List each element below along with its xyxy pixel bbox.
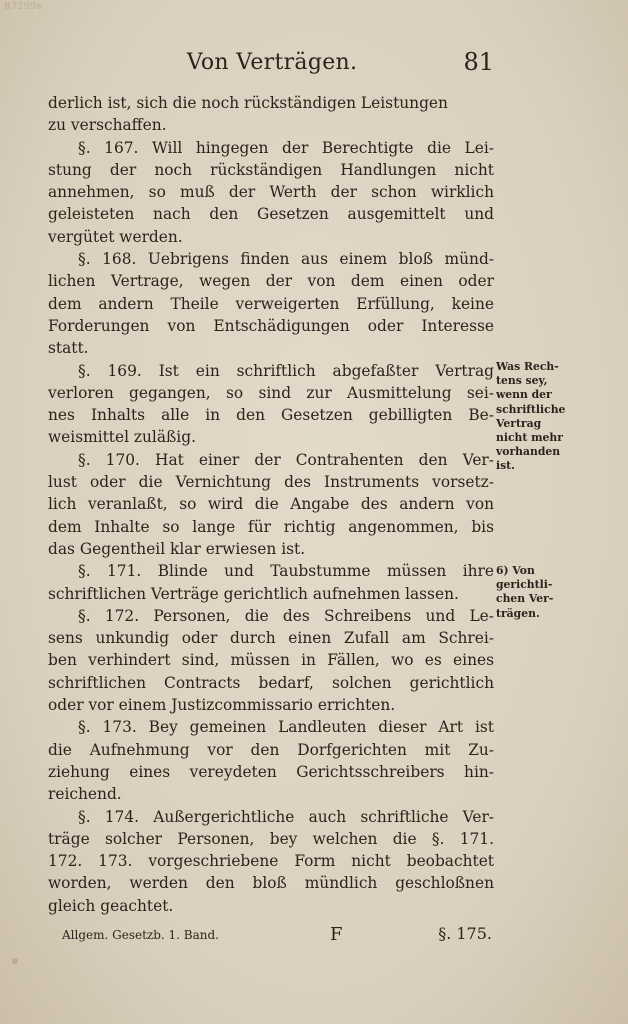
page-footer xyxy=(62,924,492,948)
text-line: worden, werden den bloß mündlich geschloßnen xyxy=(48,874,494,893)
margin-note-line: Was Rech- xyxy=(496,360,559,373)
text-line: dem andern Theile verweigerten Erfüllung, keine xyxy=(48,294,494,313)
text-line: statt. xyxy=(48,339,89,358)
text-line: oder vor einem Justizcommissario errichten. xyxy=(48,696,396,715)
paragraph-start-173: §. 173. Bey gemeinen Landleuten dieser Art ist xyxy=(78,718,494,737)
text-line: schriftlichen Contracts bedarf, solchen gerichtlich xyxy=(48,673,494,692)
margin-note-line: Vertrag xyxy=(496,416,542,430)
text-line: zu verschaffen. xyxy=(48,116,167,135)
margin-note-line: schriftliche xyxy=(496,402,566,416)
text-line: ben verhindert sind, müssen in Fällen, wo es eines xyxy=(48,651,494,670)
paragraph-start-169: §. 169. Ist ein schriftlich abgefaßter Vertrag xyxy=(78,361,494,380)
signature-letter: F xyxy=(330,924,343,945)
text-line: weismittel zuläßig. xyxy=(48,428,196,447)
margin-note-line: nicht mehr xyxy=(496,431,563,445)
margin-note-line: vorhanden xyxy=(496,445,561,459)
text-line: reichend. xyxy=(48,785,122,804)
page-header xyxy=(48,48,496,82)
paragraph-start-172: §. 172. Personen, die des Schreibens und Le- xyxy=(78,606,494,625)
text-line: dem Inhalte so lange für richtig angenommen, bis xyxy=(48,517,494,536)
signature-mark: Allgem. Gesetzb. 1. Band. xyxy=(62,928,219,942)
margin-note-line: 6) Von xyxy=(496,564,535,577)
paper-spot xyxy=(12,958,18,964)
catchword: §. 175. xyxy=(438,924,492,943)
text-line: ziehung eines vereydeten Gerichtsschreibers hin- xyxy=(48,762,494,781)
paragraph-start-168: §. 168. Uebrigens finden aus einem bloß münd- xyxy=(78,250,494,269)
margin-note-line: trägen. xyxy=(496,606,540,620)
text-line: 172. 173. vorgeschriebene Form nicht beobachtet xyxy=(48,852,494,871)
text-line: träge solcher Personen, bey welchen die §. 171. xyxy=(48,829,494,848)
text-line: sens unkundig oder durch einen Zufall am Schrei- xyxy=(48,629,494,648)
margin-note-line: chen Ver- xyxy=(496,592,554,606)
margin-note-line: tens sey, xyxy=(496,374,548,388)
text-line: stung der noch rückständigen Handlungen nicht xyxy=(48,160,494,179)
text-line: das Gegentheil klar erwiesen ist. xyxy=(48,539,306,558)
text-line: Forderungen von Entschädigungen oder Interesse xyxy=(48,316,494,335)
margin-note-judicial-contracts xyxy=(496,564,576,621)
text-line: derlich ist, sich die noch rückständigen Leistungen xyxy=(48,94,448,112)
text-line: lich veranlaßt, so wird die Angabe des andern von xyxy=(48,495,494,514)
text-line: lichen Vertrage, wegen der von dem einen oder xyxy=(48,272,494,291)
running-title: Von Verträgen. xyxy=(186,50,358,75)
text-line: gleich geachtet. xyxy=(48,896,174,915)
body-text xyxy=(48,92,494,917)
text-line: die Aufnehmung vor den Dorfgerichten mit Zu- xyxy=(48,740,494,759)
text-line: schriftlichen Verträge gerichtlich aufnehmen lassen. xyxy=(48,584,459,603)
paragraph-start-170: §. 170. Hat einer der Contrahenten den Ver- xyxy=(78,450,494,469)
text-line: lust oder die Vernichtung des Instruments vorsetz- xyxy=(48,473,494,492)
text-line: annehmen, so muß der Werth der schon wirklich xyxy=(48,183,494,202)
paragraph-start-174: §. 174. Außergerichtliche auch schriftliche Ver- xyxy=(78,807,494,826)
text-line: geleisteten nach den Gesetzen ausgemittelt und xyxy=(48,205,494,224)
margin-note-line: ist. xyxy=(496,459,515,473)
text-line: nes Inhalts alle in den Gesetzen gebilligten Be- xyxy=(48,406,494,425)
paragraph-start-171: §. 171. Blinde und Taubstumme müssen ihre xyxy=(78,562,494,581)
margin-note-line: gerichtli- xyxy=(496,578,553,592)
text-line: vergütet werden. xyxy=(48,227,183,246)
margin-note-line: wenn der xyxy=(496,388,552,402)
page-number: 81 xyxy=(463,48,494,76)
margin-note-lost-contract xyxy=(496,360,576,474)
library-stamp: R7299a xyxy=(4,2,43,12)
paragraph-start-167: §. 167. Will hingegen der Berechtigte die Lei- xyxy=(78,138,494,157)
text-line: verloren gegangen, so sind zur Ausmittelung sei- xyxy=(48,383,494,402)
